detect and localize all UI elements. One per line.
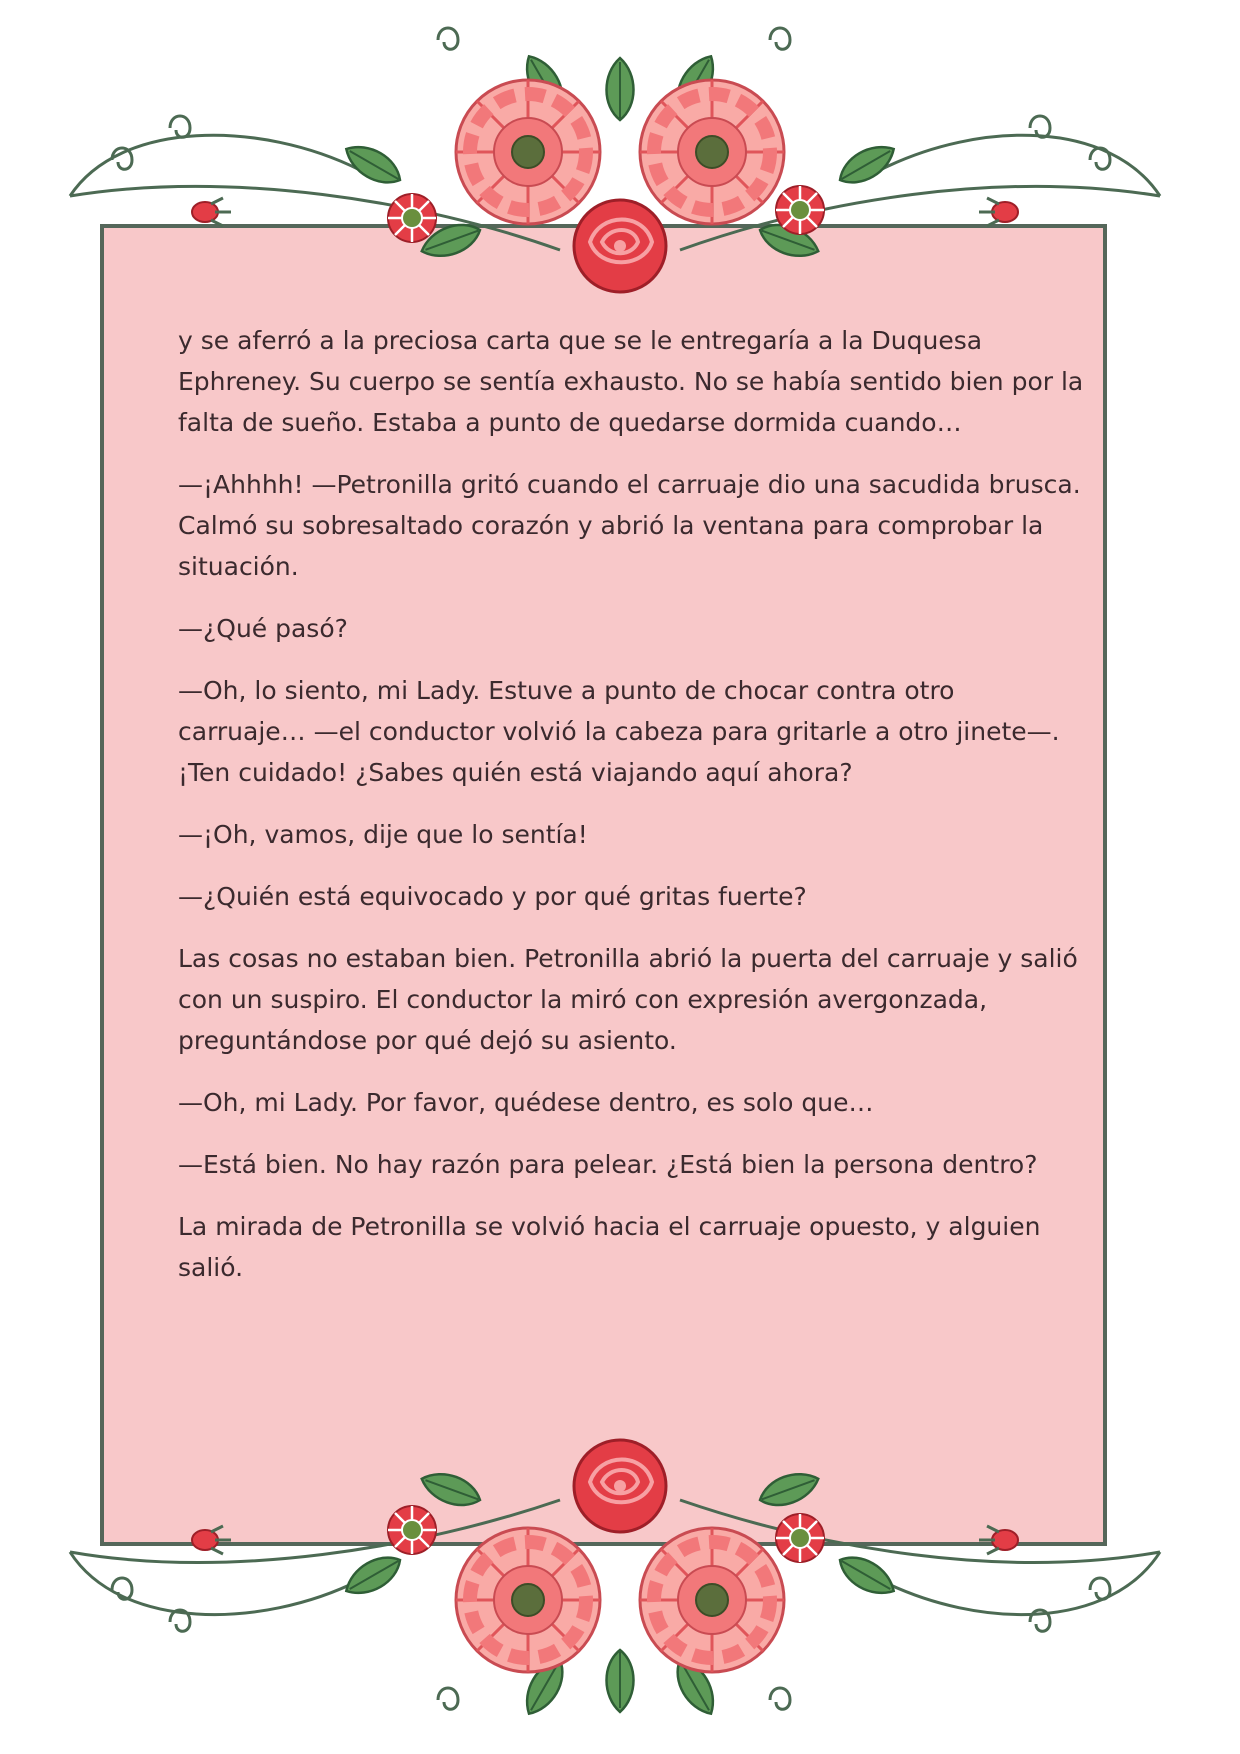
paragraph: —¡Oh, vamos, dije que lo sentía! — [178, 820, 588, 849]
paragraph: —Oh, lo siento, mi Lady. Estuve a punto de chocar contra otro carruaje… —el conductor volvió la cabeza para gritarle a otro jinete—. ¡Ten cuidado! ¿Sabes quién está viajando aquí ahora? — [178, 676, 1060, 787]
paragraph: y se aferró a la preciosa carta que se le entregaría a la Duquesa Ephreney. Su cuerpo se sentía exhausto. No se había sentido bien por la falta de sueño. Estaba a punto de quedarse dormida cuando… — [178, 326, 1084, 437]
paragraph: —Oh, mi Lady. Por favor, quédese dentro, es solo que… — [178, 1088, 874, 1117]
paragraph: La mirada de Petronilla se volvió hacia el carruaje opuesto, y alguien salió. — [178, 1212, 1041, 1282]
story-text — [178, 320, 1088, 1309]
paragraph: —¡Ahhhh! —Petronilla gritó cuando el carruaje dio una sacudida brusca. Calmó su sobresaltado corazón y abrió la ventana para comprobar la situación. — [178, 470, 1081, 581]
paragraph: —Está bien. No hay razón para pelear. ¿Está bien la persona dentro? — [178, 1150, 1038, 1179]
paragraph: —¿Qué pasó? — [178, 614, 348, 643]
paragraph: Las cosas no estaban bien. Petronilla abrió la puerta del carruaje y salió con un suspiro. El conductor la miró con expresión avergonzada, preguntándose por qué dejó su asiento. — [178, 944, 1078, 1055]
paragraph: —¿Quién está equivocado y por qué gritas fuerte? — [178, 882, 807, 911]
